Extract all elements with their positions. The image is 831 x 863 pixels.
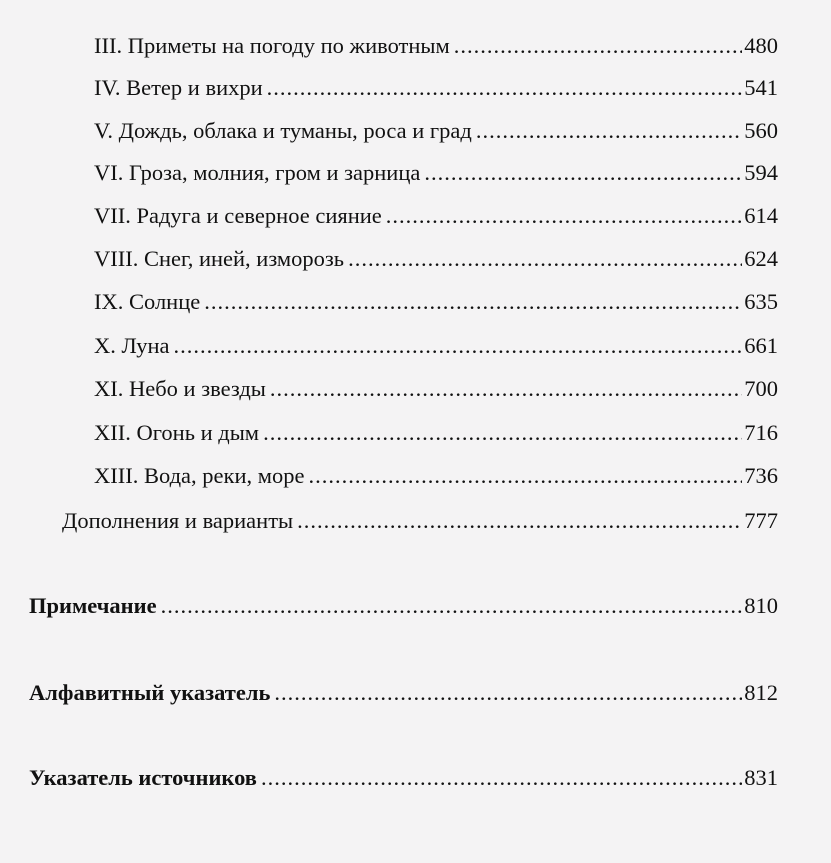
toc-entry-title: X. Луна xyxy=(94,333,170,358)
toc-entry-title: Указатель источников xyxy=(29,765,257,790)
toc-entry xyxy=(62,507,778,535)
toc-entry-page: 831 xyxy=(744,765,778,790)
toc-entry xyxy=(94,375,778,403)
toc-entry-page: 810 xyxy=(744,593,778,618)
toc-entry-page: 560 xyxy=(744,118,778,143)
toc-entry xyxy=(94,159,778,187)
toc-entry xyxy=(29,592,778,620)
toc-entry-title: Дополнения и варианты xyxy=(62,508,294,533)
toc-entry-title: VII. Радуга и северное сияние xyxy=(94,203,382,228)
toc-entry-page: 716 xyxy=(744,420,778,445)
toc-entry-page: 661 xyxy=(744,333,778,358)
toc-entry-title: VI. Гроза, молния, гром и зарница xyxy=(94,160,421,185)
leader-dots xyxy=(173,332,742,360)
toc-entry-page: 736 xyxy=(744,463,778,488)
toc-entry-page: 635 xyxy=(744,289,778,314)
toc-entry xyxy=(94,117,778,145)
toc-entry-title: Алфавитный указатель xyxy=(29,680,271,705)
toc-entry-title: XII. Огонь и дым xyxy=(94,420,260,445)
toc-entry xyxy=(94,288,778,316)
toc-entry-page: 624 xyxy=(744,246,778,271)
toc-entry-title: V. Дождь, облака и туманы, роса и град xyxy=(94,118,472,143)
toc-entry-title: IV. Ветер и вихри xyxy=(94,75,263,100)
toc-entry xyxy=(94,462,778,490)
leader-dots xyxy=(424,159,742,187)
toc-entry-title: IX. Солнце xyxy=(94,289,201,314)
leader-dots xyxy=(161,592,743,620)
toc-entry-page: 594 xyxy=(744,160,778,185)
leader-dots xyxy=(263,419,742,447)
toc-entry-page: 700 xyxy=(744,376,778,401)
leader-dots xyxy=(274,679,742,707)
toc-entry xyxy=(94,202,778,230)
toc-entry-page: 812 xyxy=(744,680,778,705)
toc-entry-page: 614 xyxy=(744,203,778,228)
toc-entry-title: Примечание xyxy=(29,593,157,618)
leader-dots xyxy=(270,375,742,403)
toc-entry xyxy=(94,32,778,60)
toc-entry-title: XI. Небо и звезды xyxy=(94,376,266,401)
toc-entry-page: 777 xyxy=(744,508,778,533)
toc-entry-title: III. Приметы на погоду по животным xyxy=(94,33,450,58)
toc-entry xyxy=(29,679,778,707)
toc-entry xyxy=(94,74,778,102)
leader-dots xyxy=(454,32,742,60)
toc-entry-page: 541 xyxy=(744,75,778,100)
toc-entry xyxy=(94,245,778,273)
toc-entry xyxy=(29,764,778,792)
leader-dots xyxy=(267,74,743,102)
leader-dots xyxy=(261,764,742,792)
leader-dots xyxy=(297,507,742,535)
toc-entry xyxy=(94,419,778,447)
toc-entry-page: 480 xyxy=(744,33,778,58)
toc-entry-title: XIII. Вода, реки, море xyxy=(94,463,305,488)
leader-dots xyxy=(204,288,742,316)
toc-entry-title: VIII. Снег, иней, изморозь xyxy=(94,246,345,271)
leader-dots xyxy=(308,462,742,490)
leader-dots xyxy=(476,117,742,145)
leader-dots xyxy=(348,245,742,273)
leader-dots xyxy=(386,202,742,230)
toc-entry xyxy=(94,332,778,360)
